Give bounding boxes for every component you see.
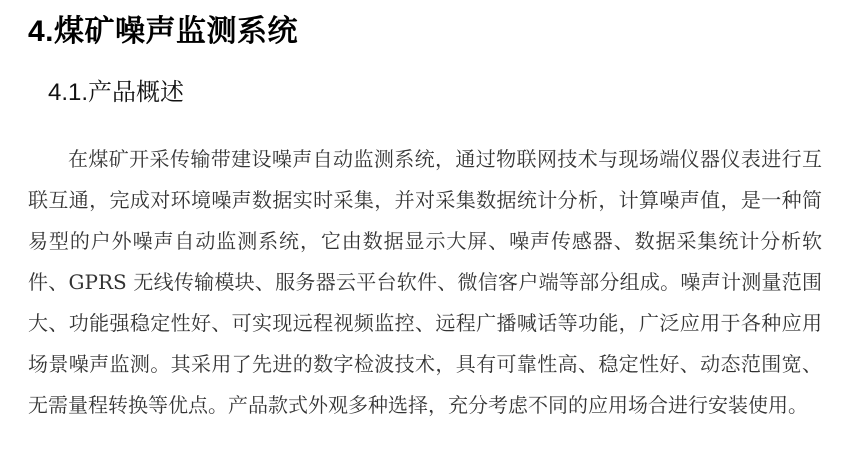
document-page [0,14,850,456]
body-paragraph: 在煤矿开采传输带建设噪声自动监测系统，通过物联网技术与现场端仪器仪表进行互联互通，完成对环境噪声数据实时采集，并对采集数据统计分析，计算噪声值，是一种简易型的户外噪声自动监测系统，它由数据显示大屏、噪声传感器、数据采集统计分析软件、GPRS 无线传输模块、服务器云平台软件、微信客户端等部分组成。噪声计测量范围大、功能强稳定性好、可实现远程视频监控、远程广播喊话等功能，广泛应用于各种应用场景噪声监测。其采用了先进的数字检波技术，具有可靠性高、稳定性好、动态范围宽、无需量程转换等优点。产品款式外观多种选择，充分考虑不同的应用场合进行安装使用。 [28,147,822,417]
section-heading: 4.煤矿噪声监测系统 [28,15,299,48]
subsection-heading: 4.1.产品概述 [48,79,185,106]
